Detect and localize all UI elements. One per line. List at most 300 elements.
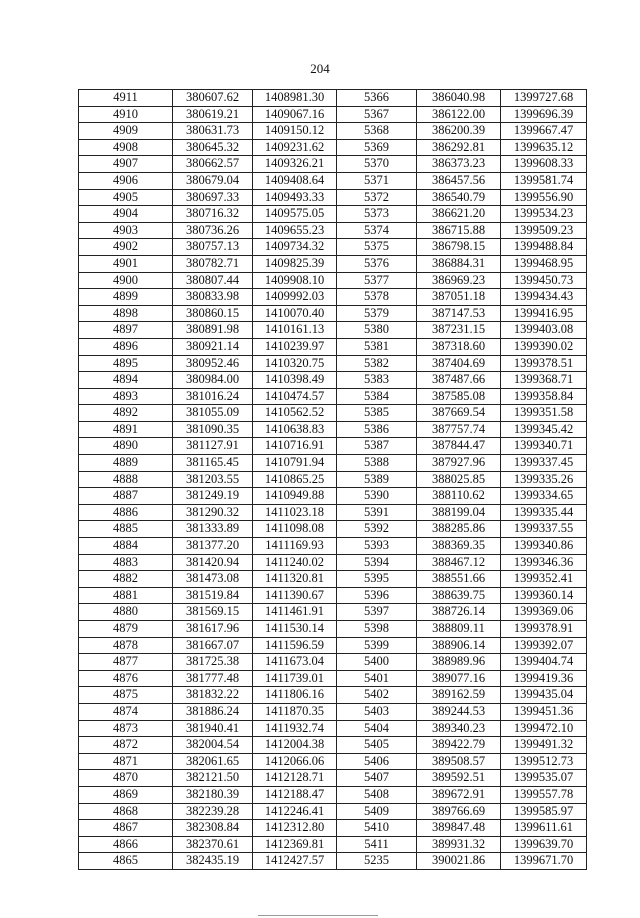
point-number-left-cell: 4884: [79, 538, 173, 555]
table-row: [79, 156, 587, 173]
table-row: [79, 239, 587, 256]
y-coordinate-left-cell: 1408981.30: [253, 90, 337, 107]
point-number-left-cell: 4878: [79, 637, 173, 654]
x-coordinate-right-cell: 387487.66: [417, 372, 501, 389]
x-coordinate-left-cell: 381333.89: [173, 521, 253, 538]
table-row: [79, 388, 587, 405]
point-number-left-cell: 4891: [79, 421, 173, 438]
table-row: [79, 172, 587, 189]
x-coordinate-left-cell: 380607.62: [173, 90, 253, 107]
table-row: [79, 372, 587, 389]
y-coordinate-right-cell: 1399671.70: [501, 853, 587, 870]
y-coordinate-left-cell: 1410474.57: [253, 388, 337, 405]
x-coordinate-right-cell: 389077.16: [417, 670, 501, 687]
x-coordinate-right-cell: 389766.69: [417, 803, 501, 820]
point-number-left-cell: 4900: [79, 272, 173, 289]
point-number-right-cell: 5391: [337, 504, 417, 521]
y-coordinate-right-cell: 1399358.84: [501, 388, 587, 405]
y-coordinate-right-cell: 1399696.39: [501, 106, 587, 123]
y-coordinate-left-cell: 1409825.39: [253, 255, 337, 272]
point-number-right-cell: 5379: [337, 305, 417, 322]
point-number-right-cell: 5394: [337, 554, 417, 571]
y-coordinate-left-cell: 1410865.25: [253, 471, 337, 488]
x-coordinate-right-cell: 386122.00: [417, 106, 501, 123]
x-coordinate-left-cell: 381420.94: [173, 554, 253, 571]
table-row: [79, 455, 587, 472]
table-row: [79, 654, 587, 671]
point-number-left-cell: 4883: [79, 554, 173, 571]
point-number-left-cell: 4898: [79, 305, 173, 322]
y-coordinate-right-cell: 1399416.95: [501, 305, 587, 322]
x-coordinate-right-cell: 387844.47: [417, 438, 501, 455]
y-coordinate-right-cell: 1399352.41: [501, 571, 587, 588]
table-row: [79, 521, 587, 538]
table-row: [79, 737, 587, 754]
point-number-right-cell: 5409: [337, 803, 417, 820]
x-coordinate-right-cell: 388639.75: [417, 587, 501, 604]
point-number-right-cell: 5389: [337, 471, 417, 488]
y-coordinate-right-cell: 1399581.74: [501, 172, 587, 189]
table-row: [79, 621, 587, 638]
y-coordinate-left-cell: 1409326.21: [253, 156, 337, 173]
y-coordinate-left-cell: 1410949.88: [253, 488, 337, 505]
x-coordinate-left-cell: 382180.39: [173, 786, 253, 803]
x-coordinate-right-cell: 386621.20: [417, 206, 501, 223]
y-coordinate-right-cell: 1399727.68: [501, 90, 587, 107]
x-coordinate-left-cell: 381777.48: [173, 670, 253, 687]
y-coordinate-right-cell: 1399557.78: [501, 786, 587, 803]
x-coordinate-right-cell: 389672.91: [417, 786, 501, 803]
point-number-left-cell: 4904: [79, 206, 173, 223]
point-number-left-cell: 4894: [79, 372, 173, 389]
x-coordinate-left-cell: 380619.21: [173, 106, 253, 123]
y-coordinate-right-cell: 1399340.86: [501, 538, 587, 555]
table-row: [79, 670, 587, 687]
point-number-right-cell: 5381: [337, 338, 417, 355]
point-number-right-cell: 5402: [337, 687, 417, 704]
point-number-left-cell: 4877: [79, 654, 173, 671]
y-coordinate-right-cell: 1399635.12: [501, 139, 587, 156]
point-number-right-cell: 5392: [337, 521, 417, 538]
x-coordinate-right-cell: 389847.48: [417, 820, 501, 837]
table-row: [79, 853, 587, 870]
x-coordinate-left-cell: 380921.14: [173, 338, 253, 355]
x-coordinate-right-cell: 386040.98: [417, 90, 501, 107]
y-coordinate-left-cell: 1410562.52: [253, 405, 337, 422]
point-number-right-cell: 5397: [337, 604, 417, 621]
y-coordinate-left-cell: 1411739.01: [253, 670, 337, 687]
y-coordinate-right-cell: 1399419.36: [501, 670, 587, 687]
y-coordinate-left-cell: 1409575.05: [253, 206, 337, 223]
x-coordinate-left-cell: 380952.46: [173, 355, 253, 372]
x-coordinate-left-cell: 381090.35: [173, 421, 253, 438]
table-row: [79, 90, 587, 107]
point-number-right-cell: 5411: [337, 836, 417, 853]
y-coordinate-right-cell: 1399491.32: [501, 737, 587, 754]
table-row: [79, 836, 587, 853]
point-number-left-cell: 4899: [79, 289, 173, 306]
y-coordinate-right-cell: 1399337.55: [501, 521, 587, 538]
x-coordinate-right-cell: 389508.57: [417, 753, 501, 770]
x-coordinate-left-cell: 381290.32: [173, 504, 253, 521]
point-number-right-cell: 5410: [337, 820, 417, 837]
point-number-left-cell: 4910: [79, 106, 173, 123]
y-coordinate-right-cell: 1399585.97: [501, 803, 587, 820]
point-number-right-cell: 5407: [337, 770, 417, 787]
x-coordinate-left-cell: 382121.50: [173, 770, 253, 787]
x-coordinate-right-cell: 386969.23: [417, 272, 501, 289]
point-number-left-cell: 4903: [79, 222, 173, 239]
table-row: [79, 770, 587, 787]
point-number-right-cell: 5404: [337, 720, 417, 737]
y-coordinate-right-cell: 1399368.71: [501, 372, 587, 389]
table-row: [79, 305, 587, 322]
table-row: [79, 504, 587, 521]
coordinates-table-body: [79, 90, 587, 870]
x-coordinate-right-cell: 388025.85: [417, 471, 501, 488]
y-coordinate-left-cell: 1412004.38: [253, 737, 337, 754]
y-coordinate-right-cell: 1399346.36: [501, 554, 587, 571]
x-coordinate-left-cell: 382370.61: [173, 836, 253, 853]
x-coordinate-right-cell: 387318.60: [417, 338, 501, 355]
point-number-left-cell: 4885: [79, 521, 173, 538]
x-coordinate-right-cell: 386884.31: [417, 255, 501, 272]
x-coordinate-left-cell: 380662.57: [173, 156, 253, 173]
point-number-left-cell: 4881: [79, 587, 173, 604]
x-coordinate-right-cell: 388906.14: [417, 637, 501, 654]
y-coordinate-right-cell: 1399434.43: [501, 289, 587, 306]
point-number-right-cell: 5380: [337, 322, 417, 339]
x-coordinate-left-cell: 380645.32: [173, 139, 253, 156]
y-coordinate-left-cell: 1411390.67: [253, 587, 337, 604]
x-coordinate-right-cell: 388285.86: [417, 521, 501, 538]
x-coordinate-left-cell: 380679.04: [173, 172, 253, 189]
y-coordinate-left-cell: 1409992.03: [253, 289, 337, 306]
x-coordinate-right-cell: 386540.79: [417, 189, 501, 206]
y-coordinate-left-cell: 1410398.49: [253, 372, 337, 389]
y-coordinate-left-cell: 1411023.18: [253, 504, 337, 521]
point-number-left-cell: 4905: [79, 189, 173, 206]
table-row: [79, 405, 587, 422]
y-coordinate-left-cell: 1412128.71: [253, 770, 337, 787]
y-coordinate-left-cell: 1412312.80: [253, 820, 337, 837]
point-number-left-cell: 4876: [79, 670, 173, 687]
x-coordinate-left-cell: 380697.33: [173, 189, 253, 206]
point-number-left-cell: 4872: [79, 737, 173, 754]
table-row: [79, 703, 587, 720]
table-row: [79, 139, 587, 156]
y-coordinate-right-cell: 1399451.36: [501, 703, 587, 720]
point-number-left-cell: 4895: [79, 355, 173, 372]
x-coordinate-right-cell: 386373.23: [417, 156, 501, 173]
point-number-right-cell: 5383: [337, 372, 417, 389]
x-coordinate-right-cell: 390021.86: [417, 853, 501, 870]
table-row: [79, 338, 587, 355]
point-number-left-cell: 4901: [79, 255, 173, 272]
x-coordinate-left-cell: 380860.15: [173, 305, 253, 322]
x-coordinate-left-cell: 380736.26: [173, 222, 253, 239]
y-coordinate-left-cell: 1411461.91: [253, 604, 337, 621]
point-number-right-cell: 5401: [337, 670, 417, 687]
y-coordinate-right-cell: 1399345.42: [501, 421, 587, 438]
y-coordinate-left-cell: 1411932.74: [253, 720, 337, 737]
x-coordinate-left-cell: 381016.24: [173, 388, 253, 405]
table-row: [79, 820, 587, 837]
x-coordinate-left-cell: 381127.91: [173, 438, 253, 455]
x-coordinate-left-cell: 381519.84: [173, 587, 253, 604]
y-coordinate-right-cell: 1399403.08: [501, 322, 587, 339]
y-coordinate-left-cell: 1412066.06: [253, 753, 337, 770]
x-coordinate-left-cell: 381377.20: [173, 538, 253, 555]
point-number-left-cell: 4879: [79, 621, 173, 638]
table-row: [79, 272, 587, 289]
point-number-right-cell: 5370: [337, 156, 417, 173]
y-coordinate-left-cell: 1411870.35: [253, 703, 337, 720]
y-coordinate-right-cell: 1399378.91: [501, 621, 587, 638]
y-coordinate-left-cell: 1410239.97: [253, 338, 337, 355]
table-row: [79, 753, 587, 770]
table-row: [79, 106, 587, 123]
point-number-right-cell: 5406: [337, 753, 417, 770]
x-coordinate-left-cell: 382061.65: [173, 753, 253, 770]
x-coordinate-left-cell: 382004.54: [173, 737, 253, 754]
point-number-right-cell: 5372: [337, 189, 417, 206]
y-coordinate-left-cell: 1410161.13: [253, 322, 337, 339]
point-number-right-cell: 5382: [337, 355, 417, 372]
y-coordinate-left-cell: 1411169.93: [253, 538, 337, 555]
y-coordinate-left-cell: 1412427.57: [253, 853, 337, 870]
point-number-left-cell: 4875: [79, 687, 173, 704]
y-coordinate-left-cell: 1411240.02: [253, 554, 337, 571]
point-number-right-cell: 5393: [337, 538, 417, 555]
table-row: [79, 488, 587, 505]
y-coordinate-right-cell: 1399608.33: [501, 156, 587, 173]
point-number-left-cell: 4886: [79, 504, 173, 521]
point-number-right-cell: 5366: [337, 90, 417, 107]
y-coordinate-right-cell: 1399435.04: [501, 687, 587, 704]
table-row: [79, 587, 587, 604]
point-number-right-cell: 5375: [337, 239, 417, 256]
y-coordinate-right-cell: 1399611.61: [501, 820, 587, 837]
x-coordinate-right-cell: 387927.96: [417, 455, 501, 472]
point-number-left-cell: 4880: [79, 604, 173, 621]
x-coordinate-right-cell: 389244.53: [417, 703, 501, 720]
y-coordinate-right-cell: 1399369.06: [501, 604, 587, 621]
y-coordinate-right-cell: 1399639.70: [501, 836, 587, 853]
y-coordinate-right-cell: 1399335.26: [501, 471, 587, 488]
x-coordinate-left-cell: 381832.22: [173, 687, 253, 704]
y-coordinate-right-cell: 1399556.90: [501, 189, 587, 206]
x-coordinate-right-cell: 389162.59: [417, 687, 501, 704]
table-row: [79, 786, 587, 803]
point-number-right-cell: 5395: [337, 571, 417, 588]
y-coordinate-left-cell: 1409734.32: [253, 239, 337, 256]
point-number-left-cell: 4874: [79, 703, 173, 720]
x-coordinate-right-cell: 388726.14: [417, 604, 501, 621]
y-coordinate-left-cell: 1409493.33: [253, 189, 337, 206]
table-row: [79, 604, 587, 621]
x-coordinate-left-cell: 381249.19: [173, 488, 253, 505]
point-number-left-cell: 4865: [79, 853, 173, 870]
x-coordinate-right-cell: 387585.08: [417, 388, 501, 405]
point-number-right-cell: 5408: [337, 786, 417, 803]
x-coordinate-right-cell: 387757.74: [417, 421, 501, 438]
y-coordinate-right-cell: 1399488.84: [501, 239, 587, 256]
point-number-right-cell: 5235: [337, 853, 417, 870]
point-number-right-cell: 5398: [337, 621, 417, 638]
x-coordinate-right-cell: 386292.81: [417, 139, 501, 156]
y-coordinate-left-cell: 1412188.47: [253, 786, 337, 803]
point-number-left-cell: 4889: [79, 455, 173, 472]
x-coordinate-left-cell: 381940.41: [173, 720, 253, 737]
point-number-right-cell: 5369: [337, 139, 417, 156]
y-coordinate-left-cell: 1409231.62: [253, 139, 337, 156]
x-coordinate-left-cell: 381165.45: [173, 455, 253, 472]
y-coordinate-right-cell: 1399667.47: [501, 123, 587, 140]
point-number-right-cell: 5374: [337, 222, 417, 239]
point-number-right-cell: 5403: [337, 703, 417, 720]
x-coordinate-right-cell: 386715.88: [417, 222, 501, 239]
x-coordinate-left-cell: 381667.07: [173, 637, 253, 654]
y-coordinate-right-cell: 1399534.23: [501, 206, 587, 223]
x-coordinate-right-cell: 388551.66: [417, 571, 501, 588]
y-coordinate-left-cell: 1411673.04: [253, 654, 337, 671]
point-number-right-cell: 5400: [337, 654, 417, 671]
footer-divider: [258, 915, 378, 916]
point-number-left-cell: 4911: [79, 90, 173, 107]
point-number-right-cell: 5399: [337, 637, 417, 654]
point-number-left-cell: 4867: [79, 820, 173, 837]
point-number-left-cell: 4868: [79, 803, 173, 820]
point-number-left-cell: 4888: [79, 471, 173, 488]
point-number-left-cell: 4897: [79, 322, 173, 339]
point-number-right-cell: 5388: [337, 455, 417, 472]
table-row: [79, 637, 587, 654]
y-coordinate-right-cell: 1399360.14: [501, 587, 587, 604]
y-coordinate-left-cell: 1412369.81: [253, 836, 337, 853]
x-coordinate-right-cell: 389422.79: [417, 737, 501, 754]
point-number-right-cell: 5376: [337, 255, 417, 272]
table-row: [79, 222, 587, 239]
table-row: [79, 803, 587, 820]
x-coordinate-right-cell: 388110.62: [417, 488, 501, 505]
y-coordinate-left-cell: 1411098.08: [253, 521, 337, 538]
point-number-left-cell: 4896: [79, 338, 173, 355]
point-number-left-cell: 4866: [79, 836, 173, 853]
table-row: [79, 255, 587, 272]
y-coordinate-left-cell: 1411530.14: [253, 621, 337, 638]
y-coordinate-right-cell: 1399450.73: [501, 272, 587, 289]
table-row: [79, 289, 587, 306]
y-coordinate-right-cell: 1399335.44: [501, 504, 587, 521]
x-coordinate-right-cell: 387404.69: [417, 355, 501, 372]
x-coordinate-left-cell: 381569.15: [173, 604, 253, 621]
y-coordinate-right-cell: 1399337.45: [501, 455, 587, 472]
point-number-left-cell: 4871: [79, 753, 173, 770]
x-coordinate-right-cell: 387051.18: [417, 289, 501, 306]
y-coordinate-left-cell: 1410791.94: [253, 455, 337, 472]
y-coordinate-right-cell: 1399509.23: [501, 222, 587, 239]
table-row: [79, 720, 587, 737]
y-coordinate-left-cell: 1409655.23: [253, 222, 337, 239]
x-coordinate-right-cell: 386798.15: [417, 239, 501, 256]
y-coordinate-right-cell: 1399390.02: [501, 338, 587, 355]
x-coordinate-left-cell: 380833.98: [173, 289, 253, 306]
y-coordinate-left-cell: 1409408.64: [253, 172, 337, 189]
x-coordinate-left-cell: 382435.19: [173, 853, 253, 870]
point-number-left-cell: 4892: [79, 405, 173, 422]
page-number: 204: [310, 61, 330, 76]
table-row: [79, 554, 587, 571]
x-coordinate-right-cell: 389592.51: [417, 770, 501, 787]
y-coordinate-right-cell: 1399535.07: [501, 770, 587, 787]
point-number-right-cell: 5377: [337, 272, 417, 289]
x-coordinate-left-cell: 380891.98: [173, 322, 253, 339]
x-coordinate-left-cell: 381617.96: [173, 621, 253, 638]
x-coordinate-right-cell: 386457.56: [417, 172, 501, 189]
x-coordinate-left-cell: 380984.00: [173, 372, 253, 389]
point-number-left-cell: 4887: [79, 488, 173, 505]
table-row: [79, 322, 587, 339]
x-coordinate-right-cell: 388989.96: [417, 654, 501, 671]
x-coordinate-right-cell: 387147.53: [417, 305, 501, 322]
y-coordinate-right-cell: 1399392.07: [501, 637, 587, 654]
y-coordinate-left-cell: 1410716.91: [253, 438, 337, 455]
point-number-left-cell: 4907: [79, 156, 173, 173]
point-number-right-cell: 5390: [337, 488, 417, 505]
x-coordinate-left-cell: 381055.09: [173, 405, 253, 422]
x-coordinate-left-cell: 380716.32: [173, 206, 253, 223]
table-row: [79, 189, 587, 206]
point-number-left-cell: 4870: [79, 770, 173, 787]
table-row: [79, 571, 587, 588]
y-coordinate-right-cell: 1399351.58: [501, 405, 587, 422]
table-row: [79, 355, 587, 372]
point-number-right-cell: 5387: [337, 438, 417, 455]
point-number-left-cell: 4873: [79, 720, 173, 737]
x-coordinate-left-cell: 382308.84: [173, 820, 253, 837]
x-coordinate-left-cell: 380631.73: [173, 123, 253, 140]
point-number-left-cell: 4902: [79, 239, 173, 256]
y-coordinate-left-cell: 1410320.75: [253, 355, 337, 372]
y-coordinate-left-cell: 1411806.16: [253, 687, 337, 704]
point-number-left-cell: 4882: [79, 571, 173, 588]
y-coordinate-left-cell: 1409150.12: [253, 123, 337, 140]
point-number-right-cell: 5405: [337, 737, 417, 754]
point-number-left-cell: 4906: [79, 172, 173, 189]
y-coordinate-right-cell: 1399378.51: [501, 355, 587, 372]
table-row: [79, 538, 587, 555]
x-coordinate-right-cell: 388199.04: [417, 504, 501, 521]
x-coordinate-right-cell: 387231.15: [417, 322, 501, 339]
x-coordinate-right-cell: 388809.11: [417, 621, 501, 638]
table-row: [79, 687, 587, 704]
point-number-right-cell: 5385: [337, 405, 417, 422]
x-coordinate-left-cell: 381203.55: [173, 471, 253, 488]
point-number-left-cell: 4909: [79, 123, 173, 140]
point-number-right-cell: 5367: [337, 106, 417, 123]
y-coordinate-left-cell: 1409908.10: [253, 272, 337, 289]
point-number-left-cell: 4890: [79, 438, 173, 455]
point-number-right-cell: 5396: [337, 587, 417, 604]
x-coordinate-left-cell: 381725.38: [173, 654, 253, 671]
y-coordinate-right-cell: 1399404.74: [501, 654, 587, 671]
x-coordinate-left-cell: 381473.08: [173, 571, 253, 588]
y-coordinate-right-cell: 1399340.71: [501, 438, 587, 455]
y-coordinate-left-cell: 1412246.41: [253, 803, 337, 820]
point-number-right-cell: 5373: [337, 206, 417, 223]
point-number-left-cell: 4908: [79, 139, 173, 156]
